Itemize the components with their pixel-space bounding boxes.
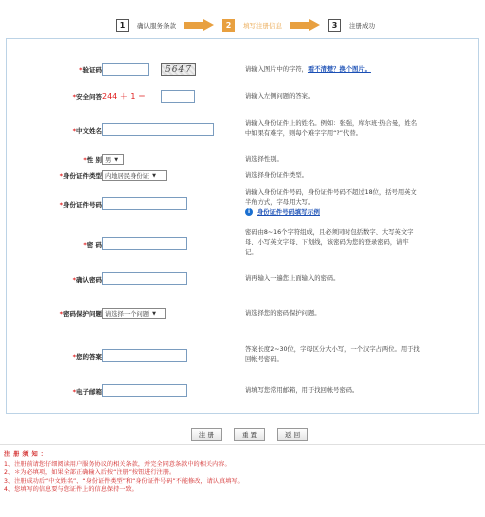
chevron-down-icon: ▼	[152, 310, 156, 317]
protect-question-label: 密码保护问题	[63, 310, 102, 318]
refresh-captcha-link[interactable]: 看不清楚？换个图片。	[307, 66, 371, 73]
id-type-label: 身份证件类型	[63, 172, 102, 180]
note-item: 4、您填写的信息要与您证件上的信息保持一致。	[4, 486, 138, 493]
step-arrow-icon	[290, 19, 320, 32]
confirm-password-hint: 请再输入一遍您上面输入的密码。	[245, 275, 340, 282]
registration-form: *验证码 5647 请输入图片中的字符，看不清楚？换个图片。 *安全问答 244 ＋ 1 ＝ 请输入左侧问题的答案。 *中文姓名 请输入身份证件上的姓名。例如：张强，库尔班·热合曼，姓名中如果有难字，则每个难字字用“?”代替。 *性 别 男 ▼ 请选择性别。 *身份证件类型 内地居民身份证 ▼ 请选择身份证件类型。 *身份证件号码 请输入身份证件号码，身份证件号码不超过18位，括号用英文半角方式，字母用大写。 i 身份证件号码填写示例 *密 码 密码由8~16个字符组成，且必须同时包括数字、大写英文字母、小写英文字母、下划线，该密码为您的登录密码，请牢记。 *确认密码 请再输入一遍您上面输入的密码。 *密码保护问题 请选择一个问题 ▼ 请选择您的密码保护问题。 *您的答案 答案长度2~30位，字母区分大小写，一个汉字占两位。用于找回帐号密码。 *电子邮箱 请填写您常用邮箱，用于找回帐号密码。	[6, 38, 479, 414]
form-buttons	[0, 428, 485, 441]
step-2-label: 填写注册信息	[243, 21, 282, 30]
step-arrow-icon	[184, 19, 214, 32]
captcha-image[interactable]: 5647	[161, 63, 196, 76]
chinese-name-hint: 请输入身份证件上的姓名。例如：张强，库尔班·热合曼，姓名中如果有难字，则每个难字字用“?”代替。	[245, 120, 418, 137]
progress-steps	[116, 16, 375, 34]
id-type-select[interactable]	[102, 170, 167, 181]
password-input[interactable]	[102, 237, 187, 250]
answer-label: 您的答案	[76, 353, 102, 361]
step-1-number: 1	[116, 19, 129, 32]
step-1	[116, 16, 176, 34]
answer-hint: 答案长度2~30位，字母区分大小写，一个汉字占两位。用于找回帐号密码。	[245, 346, 420, 363]
security-question-label: 安全问答	[76, 93, 102, 101]
gender-select[interactable]	[102, 154, 124, 165]
protect-question-hint: 请选择您的密码保护问题。	[245, 310, 321, 317]
step-3-label: 注册成功	[349, 21, 375, 30]
info-icon: i	[245, 208, 253, 216]
register-button[interactable]: 注 册	[191, 428, 222, 441]
note-item: 2、＊为必填项，如果全部正确输入后按“注册”按钮进行注册。	[4, 469, 176, 476]
step-3	[328, 16, 375, 34]
back-button[interactable]: 返 回	[277, 428, 308, 441]
reset-button[interactable]: 重 置	[234, 428, 265, 441]
divider	[0, 444, 485, 445]
step-2	[222, 16, 282, 34]
id-number-input[interactable]	[102, 197, 187, 210]
security-question-hint: 请输入左侧问题的答案。	[245, 93, 315, 100]
chevron-down-icon: ▼	[152, 172, 156, 179]
id-number-label: 身份证件号码	[63, 201, 102, 209]
chevron-down-icon: ▼	[114, 156, 119, 163]
email-label: 电子邮箱	[76, 388, 102, 396]
step-3-number: 3	[328, 19, 341, 32]
id-type-hint: 请选择身份证件类型。	[245, 172, 308, 179]
confirm-password-input[interactable]	[102, 272, 187, 285]
password-hint: 密码由8~16个字符组成，且必须同时包括数字、大写英文字母、小写英文字母、下划线，该密码为您的登录密码，请牢记。	[245, 229, 414, 256]
gender-value: 男	[105, 157, 112, 164]
captcha-label: 验证码	[82, 66, 102, 74]
security-question-text: 244 ＋ 1 ＝	[102, 92, 146, 101]
password-label: 密 码	[86, 241, 102, 249]
chinese-name-input[interactable]	[102, 123, 214, 136]
registration-notes	[4, 451, 474, 495]
protect-question-select[interactable]	[102, 308, 166, 319]
step-1-label: 确认服务条款	[137, 21, 176, 30]
note-item: 3、注册成功后“中文姓名”、“身份证件类型”和“身份证件号码”不能修改，请认真填写。	[4, 477, 244, 485]
chinese-name-label: 中文姓名	[76, 127, 102, 135]
gender-hint: 请选择性别。	[245, 156, 283, 163]
email-input[interactable]	[102, 384, 187, 397]
id-number-example-link[interactable]: 身份证件号码填写示例	[257, 209, 320, 216]
captcha-input[interactable]	[102, 63, 149, 76]
step-2-number: 2	[222, 19, 235, 32]
notes-title: 注册须知：	[4, 451, 50, 458]
note-item: 1、注册前请您仔细阅读用户服务协议的相关条款，并完全同意条款中的相关内容。	[4, 460, 231, 468]
security-answer-input[interactable]	[161, 90, 195, 103]
confirm-password-label: 确认密码	[76, 276, 102, 284]
id-type-value: 内地居民身份证	[105, 173, 150, 180]
gender-label: 性 别	[86, 156, 102, 164]
answer-input[interactable]	[102, 349, 187, 362]
email-hint: 请填写您常用邮箱，用于找回帐号密码。	[245, 387, 359, 394]
id-number-hint: 请输入身份证件号码，身份证件号码不超过18位，括号用英文半角方式，字母用大写。	[245, 189, 417, 206]
captcha-hint: 请输入图片中的字符，	[245, 66, 308, 73]
protect-question-value: 请选择一个问题	[105, 311, 150, 318]
